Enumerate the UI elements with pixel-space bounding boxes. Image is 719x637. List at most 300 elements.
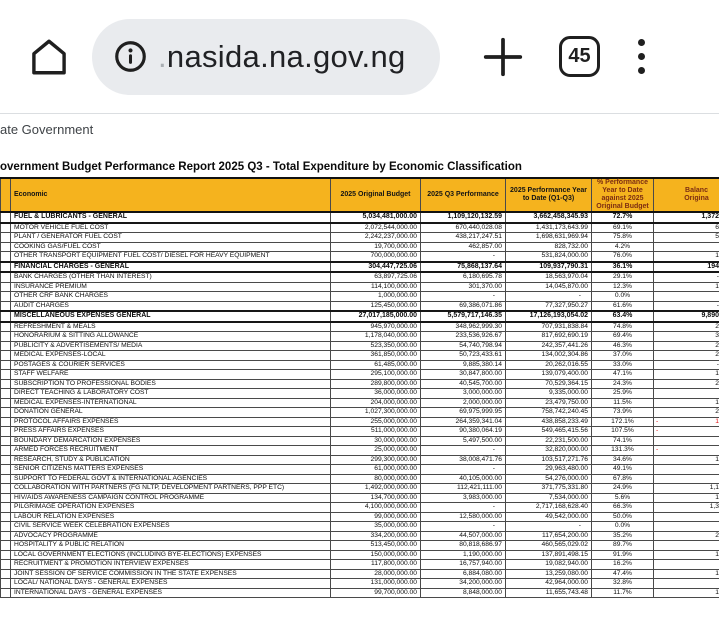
cell-num: 18,563,970.04 bbox=[506, 272, 592, 282]
cell-name: MEDICAL EXPENSES-LOCAL bbox=[11, 351, 331, 361]
cell-name: PUBLICITY & ADVERTISEMENTS/ MEDIA bbox=[11, 341, 331, 351]
cell-name: PILGRIMAGE OPERATION EXPENSES bbox=[11, 503, 331, 513]
table-row bbox=[1, 262, 719, 273]
cell-pct: 76.0% bbox=[592, 252, 654, 262]
cell-bal bbox=[654, 242, 719, 252]
table-row bbox=[1, 474, 719, 484]
cell-bal: 1,3 bbox=[654, 503, 719, 513]
cell-num: 150,000,000.00 bbox=[331, 550, 421, 560]
cell-sliver bbox=[1, 588, 11, 598]
table-row bbox=[1, 351, 719, 361]
cell-num: 264,359,341.04 bbox=[421, 417, 506, 427]
cell-name: COOKING GAS/FUEL COST bbox=[11, 242, 331, 252]
cell-num: 1,000,000.00 bbox=[331, 292, 421, 302]
table-row bbox=[1, 272, 719, 282]
budget-table-body bbox=[1, 212, 719, 598]
cell-bal: 2 bbox=[654, 408, 719, 418]
cell-bal: 6 bbox=[654, 223, 719, 233]
cell-sliver bbox=[1, 322, 11, 332]
cell-pct: 91.9% bbox=[592, 550, 654, 560]
cell-num: 69,975,999.95 bbox=[421, 408, 506, 418]
cell-num: 117,800,000.00 bbox=[331, 560, 421, 570]
cell-name: BOUNDARY DEMARCATION EXPENSES bbox=[11, 436, 331, 446]
cell-num: 134,700,000.00 bbox=[331, 493, 421, 503]
cell-num: 371,775,331.80 bbox=[506, 484, 592, 494]
cell-bal: 194 bbox=[654, 262, 719, 273]
table-row bbox=[1, 436, 719, 446]
cell-pct: 72.7% bbox=[592, 212, 654, 223]
cell-pct: 67.8% bbox=[592, 474, 654, 484]
table-row bbox=[1, 541, 719, 551]
cell-pct: 131.3% bbox=[592, 446, 654, 456]
cell-sliver bbox=[1, 212, 11, 223]
cell-name: POSTAGES & COURIER SERVICES bbox=[11, 360, 331, 370]
cell-bal bbox=[654, 512, 719, 522]
cell-num: 112,421,111.00 bbox=[421, 484, 506, 494]
cell-bal bbox=[654, 541, 719, 551]
cell-pct: 47.4% bbox=[592, 569, 654, 579]
cell-bal bbox=[654, 560, 719, 570]
cell-num: - bbox=[506, 522, 592, 532]
cell-sliver bbox=[1, 332, 11, 342]
cell-num: 5,497,500.00 bbox=[421, 436, 506, 446]
cell-sliver bbox=[1, 242, 11, 252]
cell-name: RECRUITMENT & PROMOTION INTERVIEW EXPENSES bbox=[11, 560, 331, 570]
cell-pct: 69.4% bbox=[592, 332, 654, 342]
cell-name: LOCAL GOVERNMENT ELECTIONS (INCLUDING BYE-ELECTIONS) EXPENSES bbox=[11, 550, 331, 560]
cell-bal: 2 bbox=[654, 341, 719, 351]
cell-num: 70,529,364.15 bbox=[506, 379, 592, 389]
cell-bal bbox=[654, 389, 719, 399]
cell-pct: 63.4% bbox=[592, 311, 654, 322]
cell-pct: 24.3% bbox=[592, 379, 654, 389]
cell-num: 460,565,029.02 bbox=[506, 541, 592, 551]
cell-name: CIVIL SERVICE WEEK CELEBRATION EXPENSES bbox=[11, 522, 331, 532]
table-row bbox=[1, 588, 719, 598]
cell-name: LABOUR RELATION EXPENSES bbox=[11, 512, 331, 522]
cell-sliver bbox=[1, 569, 11, 579]
cell-sliver bbox=[1, 493, 11, 503]
col-pct-performance: % Performance Year to Date against 2025 Original Budget bbox=[592, 178, 654, 212]
table-row bbox=[1, 282, 719, 292]
cell-num: 523,350,000.00 bbox=[331, 341, 421, 351]
table-row bbox=[1, 427, 719, 437]
cell-num: 99,700,000.00 bbox=[331, 588, 421, 598]
cell-num: 3,983,000.00 bbox=[421, 493, 506, 503]
cell-sliver bbox=[1, 560, 11, 570]
cell-bal bbox=[654, 465, 719, 475]
cell-sliver bbox=[1, 351, 11, 361]
cell-num: 34,200,000.00 bbox=[421, 579, 506, 589]
table-row bbox=[1, 446, 719, 456]
cell-num: 233,536,926.67 bbox=[421, 332, 506, 342]
cell-num: - bbox=[421, 522, 506, 532]
cell-num: 61,000,000.00 bbox=[331, 465, 421, 475]
cell-sliver bbox=[1, 484, 11, 494]
cell-name: DIRECT TEACHING & LABORATORY COST bbox=[11, 389, 331, 399]
table-row bbox=[1, 212, 719, 223]
cell-num: 9,885,380.14 bbox=[421, 360, 506, 370]
cell-pct: 0.0% bbox=[592, 522, 654, 532]
cell-num: - bbox=[421, 252, 506, 262]
cell-num: 2,000,000.00 bbox=[421, 398, 506, 408]
table-row bbox=[1, 311, 719, 322]
cell-num: 1,190,000.00 bbox=[421, 550, 506, 560]
table-row bbox=[1, 301, 719, 311]
cell-pct: 107.5% bbox=[592, 427, 654, 437]
cell-num: 12,580,000.00 bbox=[421, 512, 506, 522]
cell-bal: 2 bbox=[654, 322, 719, 332]
cell-num: 1,109,120,132.59 bbox=[421, 212, 506, 223]
cell-sliver bbox=[1, 252, 11, 262]
cell-num: 109,937,790.31 bbox=[506, 262, 592, 273]
cell-num: 50,723,433.61 bbox=[421, 351, 506, 361]
table-row bbox=[1, 560, 719, 570]
cell-sliver bbox=[1, 436, 11, 446]
cell-pct: 11.7% bbox=[592, 588, 654, 598]
cell-num: 44,507,000.00 bbox=[421, 531, 506, 541]
cell-pct: 4.2% bbox=[592, 242, 654, 252]
table-row bbox=[1, 360, 719, 370]
cell-num: 17,126,193,054.02 bbox=[506, 311, 592, 322]
cell-sliver bbox=[1, 282, 11, 292]
cell-num: - bbox=[421, 446, 506, 456]
cell-num: 54,276,000.00 bbox=[506, 474, 592, 484]
cell-num: 13,259,080.00 bbox=[506, 569, 592, 579]
cell-num: 4,100,000,000.00 bbox=[331, 503, 421, 513]
cell-bal: 1 bbox=[654, 588, 719, 598]
browser-toolbar bbox=[0, 0, 719, 113]
cell-sliver bbox=[1, 541, 11, 551]
cell-num: 27,017,185,000.00 bbox=[331, 311, 421, 322]
site-header-text: ate Government bbox=[0, 122, 94, 137]
table-row bbox=[1, 484, 719, 494]
cell-num: 2,242,237,000.00 bbox=[331, 233, 421, 243]
cell-sliver bbox=[1, 398, 11, 408]
cell-num: 301,370.00 bbox=[421, 282, 506, 292]
cell-pct: 61.6% bbox=[592, 301, 654, 311]
cell-pct: 50.0% bbox=[592, 512, 654, 522]
report-title: overnment Budget Performance Report 2025 Q3 - Total Expenditure by Economic Classification bbox=[0, 161, 522, 173]
cell-name: LOCAL/ NATIONAL DAYS - GENERAL EXPENSES bbox=[11, 579, 331, 589]
cell-bal: 1 bbox=[654, 252, 719, 262]
cell-num: 139,079,400.00 bbox=[506, 370, 592, 380]
cell-bal bbox=[654, 579, 719, 589]
cell-sliver bbox=[1, 341, 11, 351]
cell-sliver bbox=[1, 360, 11, 370]
cell-bal: - bbox=[654, 360, 719, 370]
cell-num: 6,180,695.78 bbox=[421, 272, 506, 282]
cell-num: 2,717,168,628.40 bbox=[506, 503, 592, 513]
cell-pct: 12.3% bbox=[592, 282, 654, 292]
cell-name: MOTOR VEHICLE FUEL COST bbox=[11, 223, 331, 233]
budget-table bbox=[0, 177, 719, 598]
cell-bal: 1 bbox=[654, 569, 719, 579]
url-text bbox=[158, 39, 406, 75]
cell-num: 7,534,000.00 bbox=[506, 493, 592, 503]
cell-num: 30,847,800.00 bbox=[421, 370, 506, 380]
cell-name: AUDIT CHARGES bbox=[11, 301, 331, 311]
cell-num: 1,178,040,000.00 bbox=[331, 332, 421, 342]
cell-num: 11,655,743.48 bbox=[506, 588, 592, 598]
cell-pct: 47.1% bbox=[592, 370, 654, 380]
cell-num: 549,465,415.56 bbox=[506, 427, 592, 437]
cell-name: ARMED FORCES RECRUITMENT bbox=[11, 446, 331, 456]
cell-num: 69,386,071.86 bbox=[421, 301, 506, 311]
cell-bal: 1 bbox=[654, 550, 719, 560]
url-domain: nasida.na.gov.ng bbox=[166, 38, 406, 74]
table-row bbox=[1, 417, 719, 427]
table-row bbox=[1, 223, 719, 233]
cell-name: HOSPITALITY & PUBLIC RELATION bbox=[11, 541, 331, 551]
cell-num: 462,857.00 bbox=[421, 242, 506, 252]
cell-num: 295,100,000.00 bbox=[331, 370, 421, 380]
cell-num: 2,072,544,000.00 bbox=[331, 223, 421, 233]
cell-bal bbox=[654, 474, 719, 484]
cell-pct: 66.3% bbox=[592, 503, 654, 513]
cell-name: PLANT / GENERATOR FUEL COST bbox=[11, 233, 331, 243]
cell-sliver bbox=[1, 427, 11, 437]
cell-bal: - 1 bbox=[654, 417, 719, 427]
budget-table-wrapper bbox=[0, 177, 719, 601]
cell-bal: 9,890 bbox=[654, 311, 719, 322]
cell-num: 531,824,000.00 bbox=[506, 252, 592, 262]
url-bar[interactable] bbox=[92, 19, 440, 95]
cell-num: 5,579,717,146.35 bbox=[421, 311, 506, 322]
cell-num: 19,700,000.00 bbox=[331, 242, 421, 252]
table-row bbox=[1, 322, 719, 332]
table-row bbox=[1, 408, 719, 418]
cell-num: 3,662,458,345.93 bbox=[506, 212, 592, 223]
cell-sliver bbox=[1, 550, 11, 560]
cell-num: 14,045,870.00 bbox=[506, 282, 592, 292]
cell-pct: 33.0% bbox=[592, 360, 654, 370]
cell-name: PROTOCOL AFFAIRS EXPENSES bbox=[11, 417, 331, 427]
cell-bal bbox=[654, 522, 719, 532]
table-row bbox=[1, 493, 719, 503]
cell-num: 242,357,441.26 bbox=[506, 341, 592, 351]
cell-pct: 74.8% bbox=[592, 322, 654, 332]
home-icon[interactable] bbox=[28, 36, 70, 78]
cell-pct: 16.2% bbox=[592, 560, 654, 570]
cell-pct: 89.7% bbox=[592, 541, 654, 551]
cell-name: MEDICAL EXPENSES-INTERNATIONAL bbox=[11, 398, 331, 408]
table-row bbox=[1, 579, 719, 589]
cell-name: DONATION GENERAL bbox=[11, 408, 331, 418]
cell-num: 348,962,999.30 bbox=[421, 322, 506, 332]
cell-pct: 11.5% bbox=[592, 398, 654, 408]
cell-num: 54,740,798.94 bbox=[421, 341, 506, 351]
cell-pct: 73.9% bbox=[592, 408, 654, 418]
cell-num: 49,542,000.00 bbox=[506, 512, 592, 522]
cell-name: PRESS AFFAIRS EXPENSES bbox=[11, 427, 331, 437]
cell-name: COLLABORATION WITH PARTNERS (FG NLTP, DEVELOPMENT PARTNERS, PPP ETC) bbox=[11, 484, 331, 494]
cell-bal: 2 bbox=[654, 531, 719, 541]
cell-sliver bbox=[1, 292, 11, 302]
cell-num: 438,858,233.49 bbox=[506, 417, 592, 427]
cell-num: 61,485,000.00 bbox=[331, 360, 421, 370]
cell-num: 25,000,000.00 bbox=[331, 446, 421, 456]
cell-num: 125,450,000.00 bbox=[331, 301, 421, 311]
cell-num: 36,000,000.00 bbox=[331, 389, 421, 399]
cell-num: 38,008,471.76 bbox=[421, 455, 506, 465]
cell-sliver bbox=[1, 531, 11, 541]
cell-num: 103,517,271.76 bbox=[506, 455, 592, 465]
cell-name: HIV/AIDS AWARENESS CAMPAIGN CONTROL PROGRAMME bbox=[11, 493, 331, 503]
cell-sliver bbox=[1, 311, 11, 322]
cell-name: REFRESHMENT & MEALS bbox=[11, 322, 331, 332]
cell-bal bbox=[654, 436, 719, 446]
cell-bal: - bbox=[654, 301, 719, 311]
cell-num: 90,380,064.19 bbox=[421, 427, 506, 437]
cell-num: 204,000,000.00 bbox=[331, 398, 421, 408]
cell-num: - bbox=[421, 503, 506, 513]
cell-num: 299,300,000.00 bbox=[331, 455, 421, 465]
cell-bal: 1 bbox=[654, 370, 719, 380]
cell-num: 42,964,000.00 bbox=[506, 579, 592, 589]
cell-num: 670,440,028.08 bbox=[421, 223, 506, 233]
cell-name: STAFF WELFARE bbox=[11, 370, 331, 380]
cell-num: - bbox=[506, 292, 592, 302]
info-icon[interactable] bbox=[114, 40, 147, 73]
cell-num: 137,891,498.15 bbox=[506, 550, 592, 560]
table-row bbox=[1, 522, 719, 532]
cell-sliver bbox=[1, 579, 11, 589]
table-row bbox=[1, 531, 719, 541]
cell-num: 131,000,000.00 bbox=[331, 579, 421, 589]
table-row bbox=[1, 252, 719, 262]
table-row bbox=[1, 332, 719, 342]
cell-num: 80,000,000.00 bbox=[331, 474, 421, 484]
cell-sliver bbox=[1, 417, 11, 427]
cell-sliver bbox=[1, 379, 11, 389]
cell-sliver bbox=[1, 272, 11, 282]
cell-num: 255,000,000.00 bbox=[331, 417, 421, 427]
cell-num: 817,692,690.19 bbox=[506, 332, 592, 342]
cell-name: SUPPORT TO FEDERAL GOVT & INTERNATIONAL AGENCIES bbox=[11, 474, 331, 484]
cell-num: 700,000,000.00 bbox=[331, 252, 421, 262]
cell-num: 1,492,000,000.00 bbox=[331, 484, 421, 494]
cell-bal: 1 bbox=[654, 398, 719, 408]
cell-sliver bbox=[1, 408, 11, 418]
col-ytd-performance: 2025 Performance Year to Date (Q1-Q3) bbox=[506, 178, 592, 212]
cell-sliver bbox=[1, 301, 11, 311]
cell-pct: 32.8% bbox=[592, 579, 654, 589]
cell-name: BANK CHARGES (OTHER THAN INTEREST) bbox=[11, 272, 331, 282]
cell-name: FUEL & LUBRICANTS - GENERAL bbox=[11, 212, 331, 223]
cell-num: 289,800,000.00 bbox=[331, 379, 421, 389]
cell-bal: - bbox=[654, 272, 719, 282]
cell-sliver bbox=[1, 389, 11, 399]
cell-pct: 172.1% bbox=[592, 417, 654, 427]
cell-num: 77,327,950.27 bbox=[506, 301, 592, 311]
cell-num: 9,335,000.00 bbox=[506, 389, 592, 399]
table-row bbox=[1, 455, 719, 465]
cell-sliver bbox=[1, 370, 11, 380]
table-row bbox=[1, 379, 719, 389]
table-row bbox=[1, 569, 719, 579]
cell-num: 8,848,000.00 bbox=[421, 588, 506, 598]
cell-num: 117,654,200.00 bbox=[506, 531, 592, 541]
cell-num: 1,027,300,000.00 bbox=[331, 408, 421, 418]
cell-bal: 2 bbox=[654, 351, 719, 361]
cell-name: OTHER TRANSPORT EQUIPMENT FUEL COST/ DIESEL FOR HEAVY EQUIPMENT bbox=[11, 252, 331, 262]
cell-sliver bbox=[1, 446, 11, 456]
col-q3-performance: 2025 Q3 Performance bbox=[421, 178, 506, 212]
cell-num: 32,820,000.00 bbox=[506, 446, 592, 456]
table-row bbox=[1, 341, 719, 351]
cell-num: 513,450,000.00 bbox=[331, 541, 421, 551]
table-row bbox=[1, 370, 719, 380]
cell-num: 361,850,000.00 bbox=[331, 351, 421, 361]
cell-bal: 1 bbox=[654, 455, 719, 465]
cell-pct: 74.1% bbox=[592, 436, 654, 446]
cell-sliver bbox=[1, 474, 11, 484]
table-header-row bbox=[1, 178, 719, 212]
cell-num: 3,000,000.00 bbox=[421, 389, 506, 399]
cell-num: 28,000,000.00 bbox=[331, 569, 421, 579]
cell-num: 334,200,000.00 bbox=[331, 531, 421, 541]
cell-pct: 0.0% bbox=[592, 292, 654, 302]
kebab-menu-icon[interactable] bbox=[638, 39, 645, 74]
cell-name: SUBSCRIPTION TO PROFESSIONAL BODIES bbox=[11, 379, 331, 389]
tab-counter-button[interactable] bbox=[559, 36, 600, 77]
cell-num: 16,757,940.00 bbox=[421, 560, 506, 570]
cell-pct: 35.2% bbox=[592, 531, 654, 541]
cell-sliver bbox=[1, 512, 11, 522]
cell-pct: 49.1% bbox=[592, 465, 654, 475]
cell-num: 707,931,838.84 bbox=[506, 322, 592, 332]
plus-icon[interactable] bbox=[480, 34, 526, 80]
table-row bbox=[1, 292, 719, 302]
cell-bal: 2 bbox=[654, 379, 719, 389]
cell-num: 1,431,173,643.99 bbox=[506, 223, 592, 233]
cell-num: 511,000,000.00 bbox=[331, 427, 421, 437]
cell-bal: 1 bbox=[654, 493, 719, 503]
cell-num: 20,262,016.55 bbox=[506, 360, 592, 370]
cell-num: 40,545,700.00 bbox=[421, 379, 506, 389]
cell-num: 99,000,000.00 bbox=[331, 512, 421, 522]
cell-sliver bbox=[1, 223, 11, 233]
cell-bal bbox=[654, 292, 719, 302]
cell-num: 945,970,000.00 bbox=[331, 322, 421, 332]
cell-num: 22,231,500.00 bbox=[506, 436, 592, 446]
col-economic: Economic bbox=[11, 178, 331, 212]
cell-pct: 5.6% bbox=[592, 493, 654, 503]
cell-name: INSURANCE PREMIUM bbox=[11, 282, 331, 292]
cell-pct: 36.1% bbox=[592, 262, 654, 273]
cell-bal: - bbox=[654, 427, 719, 437]
cell-num: 40,105,000.00 bbox=[421, 474, 506, 484]
cell-num: 35,000,000.00 bbox=[331, 522, 421, 532]
cell-num: 19,082,940.00 bbox=[506, 560, 592, 570]
table-row bbox=[1, 233, 719, 243]
cell-num: 23,479,750.00 bbox=[506, 398, 592, 408]
cell-num: 80,818,686.97 bbox=[421, 541, 506, 551]
cell-name: ADVOCACY PROGRAMME bbox=[11, 531, 331, 541]
cell-num: 6,884,080.00 bbox=[421, 569, 506, 579]
cell-bal: - bbox=[654, 446, 719, 456]
cell-pct: 46.3% bbox=[592, 341, 654, 351]
cell-bal: 1,1 bbox=[654, 484, 719, 494]
table-row bbox=[1, 550, 719, 560]
cell-name: OTHER CRF BANK CHARGES bbox=[11, 292, 331, 302]
cell-num: 30,000,000.00 bbox=[331, 436, 421, 446]
cell-num: - bbox=[421, 465, 506, 475]
toolbar-divider bbox=[0, 113, 719, 114]
cell-num: 758,742,240.45 bbox=[506, 408, 592, 418]
cell-sliver bbox=[1, 503, 11, 513]
